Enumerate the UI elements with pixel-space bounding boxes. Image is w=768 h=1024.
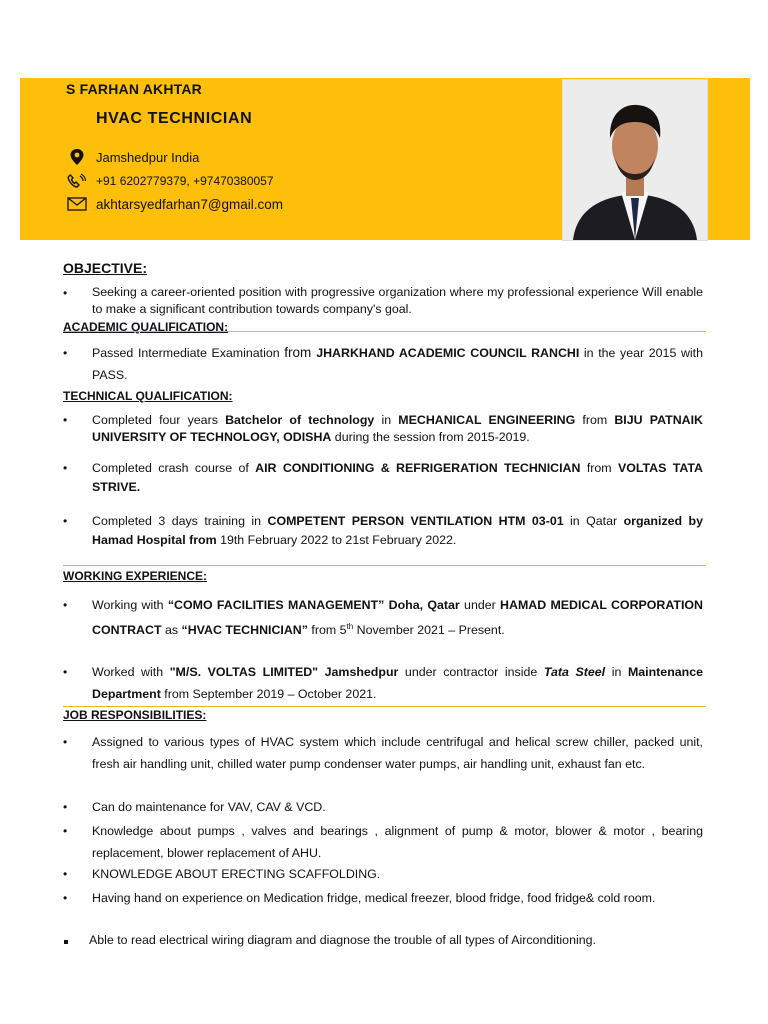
list-item	[63, 412, 703, 446]
bullet-icon: •	[63, 514, 68, 528]
responsibility-text: Can do maintenance for VAV, CAV & VCD.	[92, 800, 326, 814]
location-text: Jamshedpur India	[96, 149, 200, 165]
technical-text: Completed crash course of AIR CONDITIONING & REFRIGERATION TECHNICIAN from VOLTAS TATA STRIVE.	[92, 461, 704, 494]
technical-text: Completed 3 days training in COMPETENT PERSON VENTILATION HTM 03-01 in Qatar organized by Hamad Hospital from 19th February 2022 to 21st February 2022.	[92, 514, 703, 547]
square-bullet-icon	[63, 931, 92, 950]
list-item	[63, 731, 703, 775]
bullet-icon: •	[63, 867, 68, 881]
responsibility-text: Able to read electrical wiring diagram and diagnose the trouble of all types of Airconditioning.	[89, 933, 596, 947]
bullet-icon: •	[63, 800, 68, 814]
candidate-name: S FARHAN AKHTAR	[66, 81, 202, 97]
responsibilities-title: JOB RESPONSIBILITIES:	[63, 708, 207, 722]
technical-text: Completed four years Batchelor of technology in MECHANICAL ENGINEERING from BIJU PATNAIK UNIVERSITY OF TECHNOLOGY, ODISHA during the session from 2015-2019.	[92, 413, 703, 444]
list-item	[63, 887, 703, 909]
bullet-icon: •	[63, 735, 68, 749]
responsibility-text: Having hand on experience on Medication fridge, medical freezer, blood fridge, food fridge& cold room.	[92, 891, 656, 905]
list-item	[63, 594, 703, 641]
bullet-icon: •	[63, 598, 68, 612]
objective-text: Seeking a career-oriented position with progressive organization where my professional experience Will enable to make a significant contribution towards company's goal.	[92, 285, 703, 316]
divider	[63, 565, 706, 566]
divider	[63, 706, 706, 707]
phone-text: +91 6202779379, +97470380057	[96, 174, 274, 188]
mail-icon	[66, 195, 88, 213]
bullet-icon: •	[63, 665, 68, 679]
bullet-icon: •	[63, 824, 68, 838]
bullet-icon: •	[63, 891, 68, 905]
list-item	[63, 661, 703, 705]
objective-title: OBJECTIVE:	[63, 260, 148, 276]
list-item	[63, 863, 703, 885]
academic-title: ACADEMIC QUALIFICATION:	[63, 320, 229, 334]
location-row	[66, 148, 199, 166]
list-item	[63, 796, 703, 818]
list-item	[63, 459, 703, 497]
experience-text: Worked with "M/S. VOLTAS LIMITED" Jamshedpur under contractor inside Tata Steel in Maintenance Department from September 2019 – October 2021.	[92, 665, 704, 701]
phone-icon	[66, 172, 88, 190]
list-item	[63, 512, 703, 550]
bullet-icon: •	[63, 413, 68, 427]
responsibility-text: KNOWLEDGE ABOUT ERECTING SCAFFOLDING.	[92, 867, 381, 881]
divider	[63, 331, 706, 332]
bullet-icon: •	[63, 461, 68, 475]
email-row	[66, 195, 283, 213]
location-pin-icon	[66, 148, 88, 166]
candidate-role: HVAC TECHNICIAN	[96, 110, 253, 127]
experience-text: Working with “COMO FACILITIES MANAGEMENT” Doha, Qatar under HAMAD MEDICAL CORPORATION CONTRACT as “HVAC TECHNICIAN” from 5th November 2021 – Present.	[92, 598, 703, 638]
responsibility-text: Assigned to various types of HVAC system which include centrifugal and helical screw chiller, packed unit, fresh air handling unit, chilled water pump condenser water pumps, air handling unit, exhaust fan etc.	[92, 735, 703, 771]
objective-item	[63, 284, 703, 318]
technical-title: TECHNICAL QUALIFICATION:	[63, 389, 233, 403]
experience-title: WORKING EXPERIENCE:	[63, 569, 208, 583]
list-item	[63, 342, 703, 386]
list-item	[63, 820, 703, 864]
list-item	[63, 931, 703, 950]
bullet-icon: •	[63, 346, 68, 360]
email-text: akhtarsyedfarhan7@gmail.com	[96, 196, 284, 212]
responsibility-text: Knowledge about pumps , valves and bearings , alignment of pump & motor, blower & motor , bearing replacement, blower replacement of AHU.	[92, 824, 703, 860]
academic-text: Passed Intermediate Examination from JHARKHAND ACADEMIC COUNCIL RANCHI in the year 2015 with PASS.	[92, 345, 703, 382]
profile-photo	[562, 79, 708, 241]
bullet-icon: •	[63, 286, 68, 300]
phone-row	[66, 172, 274, 190]
